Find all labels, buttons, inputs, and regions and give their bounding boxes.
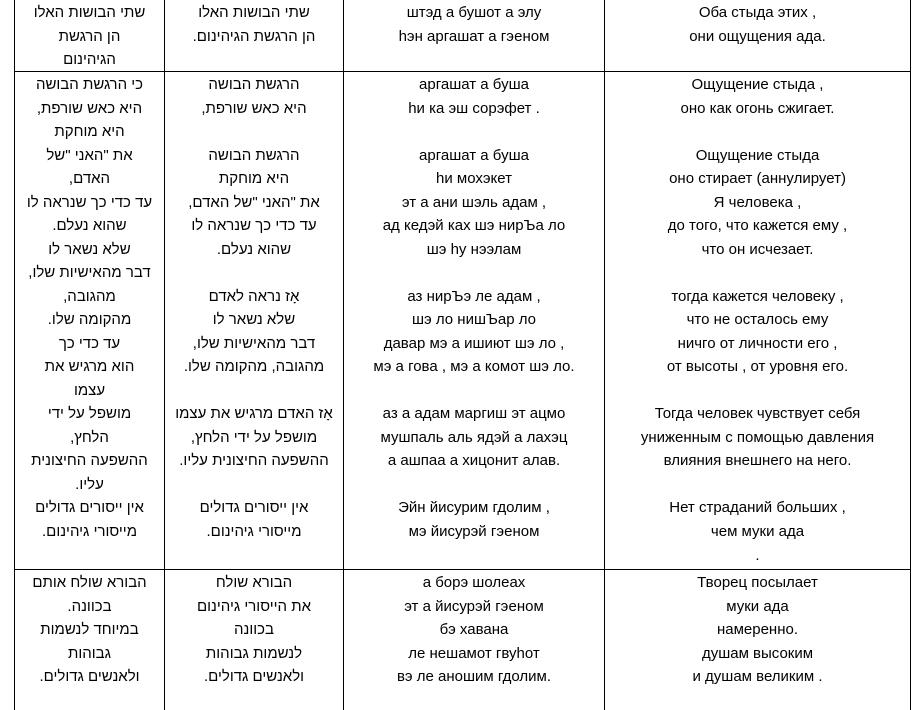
text-line: вэ ле аношим гдолим. (396, 668, 552, 685)
row2-hebrew-edited-cell (165, 73, 343, 543)
text-line: ההשפעה החיצונית (31, 452, 148, 469)
row1-russian-cell (605, 1, 910, 48)
text-line: אָז נראה לאדם (208, 287, 300, 305)
row3-hebrew-edited-cell (165, 571, 343, 689)
text-line: душам высоким (701, 644, 814, 662)
text-line: от высоты , от уровня его. (666, 358, 849, 375)
text-line: Творец посылает (697, 574, 818, 591)
text-line: оно стирает (аннулирует) (669, 170, 846, 187)
text-line: аз а адам маргиш эт ацмо (382, 405, 566, 422)
text-line: а борэ шолеах (422, 574, 526, 591)
table-row-divider-2 (14, 569, 911, 570)
text-line: до того, что кажется ему , (667, 217, 848, 234)
text-line: את "האני "של (46, 146, 133, 164)
text-line (344, 379, 604, 403)
text-line: мэ йисурэй гэеном (408, 522, 540, 540)
text-line: Ощущение стыда (695, 146, 820, 164)
text-line: מושפל על ידי הלחץ, (190, 428, 318, 446)
text-line: Нет страданий больших , (669, 499, 846, 516)
text-line: Я человека , (713, 193, 802, 211)
text-line: мушпаль аль ядэй а лахэц (380, 428, 568, 446)
text-line: הרגשת הבושה (208, 146, 300, 164)
text-line (605, 379, 910, 403)
text-line: ад кедэй ках шэ нирЪа ло (382, 217, 566, 234)
text-line: эт а йисурэй гэеном (404, 597, 544, 615)
text-line: и душам великим . (692, 668, 823, 685)
text-line: הן הרגשת הגיהינום. (192, 27, 316, 45)
text-line: את "האני "של האדם, (188, 193, 320, 211)
text-line: они ощущения ада. (689, 27, 826, 45)
text-line: мэ а гова , мэ а комот шэ ло. (373, 358, 575, 375)
row2-russian-trailing-period (605, 546, 910, 566)
text-line: היא מוחקת (54, 123, 125, 140)
text-line: מהגובה, (63, 287, 116, 305)
text-line: היא כאש שורפת, (36, 99, 143, 117)
text-line: оно как огонь сжигает. (680, 99, 835, 117)
text-line: שהוא נעלם. (216, 240, 292, 258)
row1-transliteration-cell (344, 1, 604, 48)
text-line: שתי הבושות האלו (33, 4, 146, 21)
text-line: הגיהינום (63, 51, 116, 68)
text-line: בכוונה. (67, 597, 112, 615)
row1-hebrew-original-cell (15, 1, 164, 72)
text-line: הן הרגשת (58, 27, 121, 45)
row3-transliteration-cell (344, 571, 604, 689)
text-line: штэд а бушот а элу (406, 4, 542, 21)
text-line (344, 261, 604, 285)
text-line (165, 473, 343, 497)
text-line: אין ייסורים גדולים (35, 499, 144, 516)
row3-hebrew-original-cell (15, 571, 164, 689)
text-line: муки ада (726, 597, 789, 615)
text-line: היא מוחקת (218, 170, 290, 187)
text-line: עד כדי כך שנראה לו (26, 193, 153, 211)
text-line: ההשפעה החיצונית עליו. (179, 452, 329, 469)
text-line: давар мэ а ишиют шэ ло , (383, 334, 565, 352)
text-line: намеренно. (716, 621, 799, 638)
text-line: דבר מהאישיות שלו, (28, 264, 151, 281)
row2-hebrew-original-cell (15, 73, 164, 543)
text-line: בכוונה (234, 621, 274, 638)
text-line: אָז האדם מרגיש את עצמו (175, 405, 333, 422)
text-line: ולאנשים גדולים. (39, 668, 140, 685)
text-line: עד כדי כך שנראה לו (191, 217, 317, 234)
text-line (605, 473, 910, 497)
text-line: אין ייסורים גדולים (199, 499, 309, 516)
text-line: ничго от личности его , (677, 334, 838, 352)
text-line: . (755, 547, 760, 564)
row3-russian-cell (605, 571, 910, 689)
text-line: מייסורי גיהינום. (41, 522, 138, 540)
text-line: הרגשת הבושה (208, 76, 300, 93)
text-line: Тогда человек чувствует себя (654, 405, 861, 422)
text-line: Эйн йисурим гдолим , (398, 499, 550, 516)
text-line: שתי הבושות האלו (198, 4, 310, 21)
text-line (344, 120, 604, 144)
text-line: Ощущение стыда , (691, 76, 824, 93)
text-line: Оба стыда этих , (698, 4, 817, 21)
text-line: מייסורי גיהינום. (206, 522, 302, 540)
row1-hebrew-edited-cell (165, 1, 343, 48)
text-line: הבורא שולח (215, 574, 293, 591)
row2-russian-cell (605, 73, 910, 543)
text-line (344, 473, 604, 497)
text-line: מהגובה, מהקומה שלו. (183, 358, 325, 375)
text-line: униженным с помощью давления (640, 428, 875, 446)
text-line (605, 261, 910, 285)
text-line (165, 261, 343, 285)
text-line: бэ хавана (439, 621, 509, 638)
text-line: מושפל על ידי (47, 405, 132, 422)
text-line: הבורא שולח אותם (32, 574, 147, 591)
text-line: במיוחד לנשמות (40, 621, 139, 638)
text-line: הלחץ, (70, 428, 109, 446)
text-line: עצמו (73, 381, 106, 399)
text-line: шэ ло нишЪар ло (412, 311, 536, 328)
text-line: шэ hу нээлам (426, 240, 522, 258)
text-line: что не осталось ему (686, 311, 829, 328)
text-line: влияния внешнего на него. (663, 452, 852, 469)
text-line (165, 120, 343, 144)
text-line: עד כדי כך (58, 334, 121, 352)
text-line: את הייסורי גיהינום (196, 597, 311, 615)
text-line: שלא נשאר לו (48, 240, 131, 258)
text-line: эт а ани шэль адам , (401, 193, 547, 211)
text-line: hи мохэкет (436, 170, 512, 187)
text-line: аргашат а буша (419, 146, 529, 164)
table-border-right (910, 0, 911, 710)
text-line: hи ка эш сорэфет . (408, 99, 540, 117)
text-line: מהקומה שלו. (47, 311, 132, 328)
text-line: ולאנשים גדולים. (203, 668, 305, 685)
text-line: аргашат а буша (419, 76, 529, 93)
text-line: האדם, (68, 170, 111, 187)
text-line: שלא נשאר לו (212, 311, 296, 328)
text-line: הוא מרגיש את (44, 358, 135, 375)
row2-transliteration-cell (344, 73, 604, 543)
text-line: שהוא נעלם. (52, 217, 127, 234)
text-line: что он исчезает. (701, 240, 814, 258)
text-line: דבר מהאישיות שלו, (192, 334, 316, 352)
text-line (605, 120, 910, 144)
text-line: היא כאש שורפת, (201, 99, 307, 117)
text-line: чем муки ада (710, 522, 805, 540)
text-line: לנשמות גבוהות (205, 644, 303, 662)
text-line: тогда кажется человеку , (671, 287, 844, 305)
text-line: аз нирЪэ ле адам , (407, 287, 541, 305)
text-line: גבוהות (68, 644, 111, 662)
text-line: עליו. (75, 475, 104, 493)
text-line: כי הרגשת הבושה (35, 76, 144, 93)
text-line (165, 379, 343, 403)
text-line: а ашпаа а хицонит алав. (387, 452, 561, 469)
text-line: hэн аргашат а гэеном (398, 27, 550, 45)
text-line: ле нешамот гвуhот (408, 644, 540, 662)
